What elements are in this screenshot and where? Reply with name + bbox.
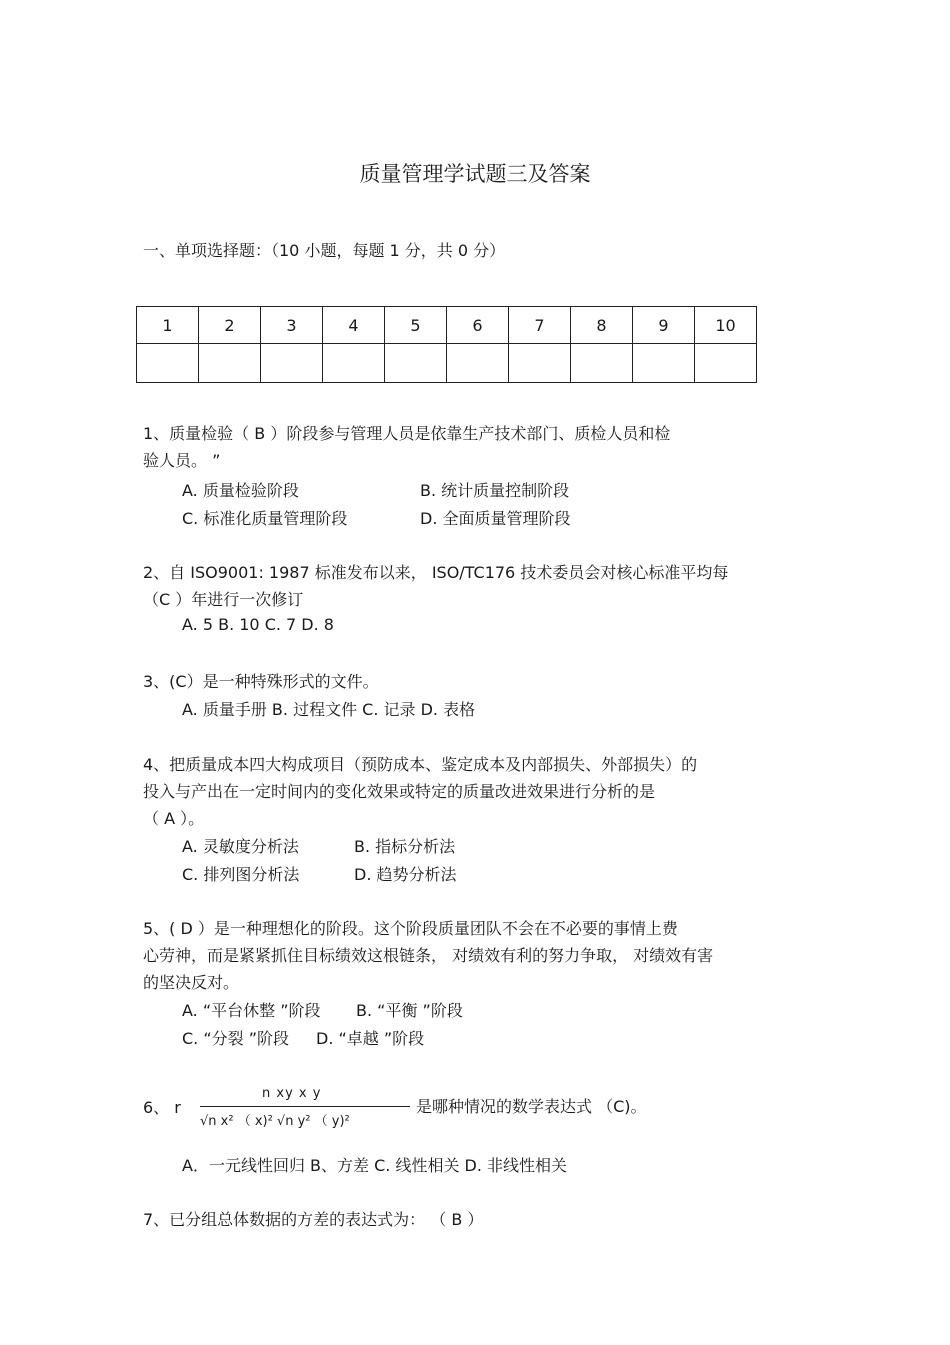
answer-cell <box>447 344 509 383</box>
question-2-options: A. 5 B. 10 C. 7 D. 8 <box>182 615 334 634</box>
section-heading: 一、单项选择题：（10 小题，每题 1 分，共 0 分） <box>143 241 506 260</box>
question-4-line-3: （ A ）。 <box>143 809 205 828</box>
question-1-line-2: 验人员。 ” <box>143 451 221 470</box>
question-1-option-b: B. 统计质量控制阶段 <box>420 481 570 500</box>
question-4-line-1: 4、把质量成本四大构成项目（预防成本、鉴定成本及内部损失、外部损失）的 <box>143 755 698 774</box>
question-6-options: A．一元线性回归 B、方差 C. 线性相关 D. 非线性相关 <box>182 1156 568 1175</box>
answer-table-header-cell: 5 <box>385 307 447 344</box>
question-6-suffix: 是哪种情况的数学表达式 （C)。 <box>416 1097 647 1116</box>
question-3-options: A. 质量手册 B. 过程文件 C. 记录 D. 表格 <box>182 700 476 719</box>
question-1-option-d: D. 全面质量管理阶段 <box>420 509 571 528</box>
answer-table-header-cell: 10 <box>695 307 757 344</box>
question-5-line-1: 5、( D ）是一种理想化的阶段。这个阶段质量团队不会在不必要的事情上费 <box>143 919 678 938</box>
question-4-line-2: 投入与产出在一定时间内的变化效果或特定的质量改进效果进行分析的是 <box>143 782 656 801</box>
formula-numerator: n xy x y <box>262 1086 322 1101</box>
question-5-option-a: A. “平台休整 ”阶段 <box>182 1001 321 1020</box>
answer-table-header-cell: 6 <box>447 307 509 344</box>
answer-table <box>136 306 757 383</box>
question-4-option-a: A. 灵敏度分析法 <box>182 837 299 856</box>
question-5-option-d: D. “卓越 ”阶段 <box>316 1029 425 1048</box>
answer-table-blank-row <box>137 344 757 383</box>
answer-cell <box>695 344 757 383</box>
question-1-option-a: A. 质量检验阶段 <box>182 481 299 500</box>
question-1-option-c: C. 标准化质量管理阶段 <box>182 509 348 528</box>
answer-table-header-row <box>137 307 757 344</box>
answer-cell <box>199 344 261 383</box>
answer-cell <box>137 344 199 383</box>
question-4-option-b: B. 指标分析法 <box>354 837 456 856</box>
answer-cell <box>571 344 633 383</box>
page-title: 质量管理学试题三及答案 <box>359 162 591 186</box>
question-2-line-2: （C ）年进行一次修订 <box>143 590 304 609</box>
answer-table-header-cell: 2 <box>199 307 261 344</box>
formula-denominator: √n x² （ x)² √n y² （ y)² <box>200 1114 350 1129</box>
formula-fraction-bar <box>200 1106 410 1107</box>
question-2-line-1: 2、自 ISO9001: 1987 标准发布以来， ISO/TC176 技术委员会对核心标准平均每 <box>143 563 729 582</box>
question-4-option-c: C. 排列图分析法 <box>182 865 300 884</box>
answer-table-header-cell: 3 <box>261 307 323 344</box>
answer-table-header-cell: 1 <box>137 307 199 344</box>
answer-cell <box>385 344 447 383</box>
answer-cell <box>323 344 385 383</box>
question-3-line-1: 3、(C）是一种特殊形式的文件。 <box>143 672 379 691</box>
answer-table-header-cell: 7 <box>509 307 571 344</box>
answer-cell <box>509 344 571 383</box>
answer-cell <box>633 344 695 383</box>
question-1-line-1: 1、质量检验（ B ）阶段参与管理人员是依靠生产技术部门、质检人员和检 <box>143 424 671 443</box>
answer-table-header-cell: 4 <box>323 307 385 344</box>
question-4-option-d: D. 趋势分析法 <box>354 865 457 884</box>
answer-table-header-cell: 9 <box>633 307 695 344</box>
question-5-line-2: 心劳神，而是紧紧抓住目标绩效这根链条， 对绩效有利的努力争取， 对绩效有害 <box>143 946 714 965</box>
question-5-line-3: 的坚决反对。 <box>143 973 240 992</box>
question-5-option-b: B. “平衡 ”阶段 <box>356 1001 463 1020</box>
question-5-option-c: C. “分裂 ”阶段 <box>182 1029 290 1048</box>
answer-table-header-cell: 8 <box>571 307 633 344</box>
answer-cell <box>261 344 323 383</box>
question-6-prefix: 6、 r <box>143 1098 181 1117</box>
question-7-line-1: 7、已分组总体数据的方差的表达式为： （ B ） <box>143 1210 484 1229</box>
